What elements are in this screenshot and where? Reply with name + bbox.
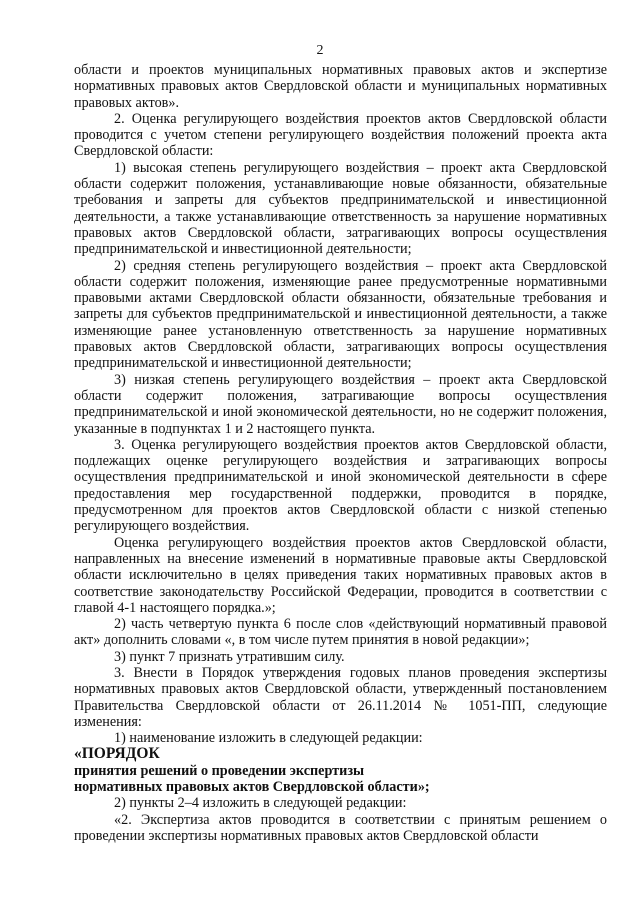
paragraph: 1) высокая степень регулирующего воздействия – проект акта Свердловской области содержит положения, устанавливающие новые обязанности, обязательные требования и запреты для субъектов предпринимательской и инвестиционной деятельности, а также устанавливающие ответственность за нарушение нормативных правовых актов Свердловской области, затрагивающих вопросы осуществления предпринимательской и инвестиционной деятельности; (74, 159, 607, 258)
paragraph: 2. Оценка регулирующего воздействия проектов актов Свердловской области проводится с учетом степени регулирующего воздействия положений проекта акта Свердловской области: (74, 110, 607, 160)
page-number: 2 (316, 43, 324, 58)
paragraph: 3) пункт 7 признать утратившим силу. (114, 648, 345, 665)
paragraph: 2) часть четвертую пункта 6 после слов «действующий нормативный правовой акт» дополнить словами «, в том числе путем принятия в новой редакции»; (74, 616, 607, 649)
section-heading-line: принятия решений о проведении экспертизы (74, 762, 365, 779)
section-heading-line: «ПОРЯДОК (74, 745, 160, 763)
section-heading-line: нормативных правовых актов Свердловской области»; (74, 779, 430, 796)
paragraph: 2) средняя степень регулирующего воздействия – проект акта Свердловской области содержит положения, изменяющие ранее предусмотренные нормативными правовыми актами Свердловской области обязанности, обязательные требования и запреты для субъектов предпринимательской и инвестиционной деятельности, а также изменяющие ранее установленную ответственность за нарушение нормативных правовых актов Свердловской области, затрагивающих вопросы осуществления предпринимательской и инвестиционной деятельности; (74, 257, 607, 372)
paragraph: Оценка регулирующего воздействия проектов актов Свердловской области, направленных на внесение изменений в нормативные правовые акты Свердловской области исключительно в целях приведения таких нормативных правовых актов в соответствие законодательству Российской Федерации, проводится в соответствии с главой 4-1 настоящего порядка.»; (74, 534, 607, 616)
document-body (74, 62, 607, 844)
paragraph: 1) наименование изложить в следующей редакции: (114, 730, 423, 747)
paragraph: 3) низкая степень регулирующего воздействия – проект акта Свердловской области содержит положения, затрагивающие вопросы осуществления предпринимательской и иной экономической деятельности, но не содержит положения, указанные в подпунктах 1 и 2 настоящего пункта. (74, 371, 607, 437)
paragraph: «2. Экспертиза актов проводится в соответствии с принятым решением о проведении экспертизы нормативных правовых актов Свердловской области (74, 811, 607, 844)
paragraph: области и проектов муниципальных нормативных правовых актов и экспертизе нормативных правовых актов Свердловской области и муниципальных нормативных правовых актов». (74, 62, 607, 111)
paragraph: 2) пункты 2–4 изложить в следующей редакции: (114, 795, 407, 812)
paragraph: 3. Оценка регулирующего воздействия проектов актов Свердловской области, подлежащих оценке регулирующего воздействия и затрагивающих вопросы осуществления предпринимательской и иной экономической деятельности в сфере предоставления мер государственной поддержки, проводится в порядке, предусмотренном для проектов актов Свердловской области с низкой степенью регулирующего воздействия. (74, 436, 607, 535)
paragraph: 3. Внести в Порядок утверждения годовых планов проведения экспертизы нормативных правовых актов Свердловской области, утвержденный постановлением Правительства Свердловской области от 26.11.2014 № 1051-ПП, следующие изменения: (74, 664, 607, 730)
